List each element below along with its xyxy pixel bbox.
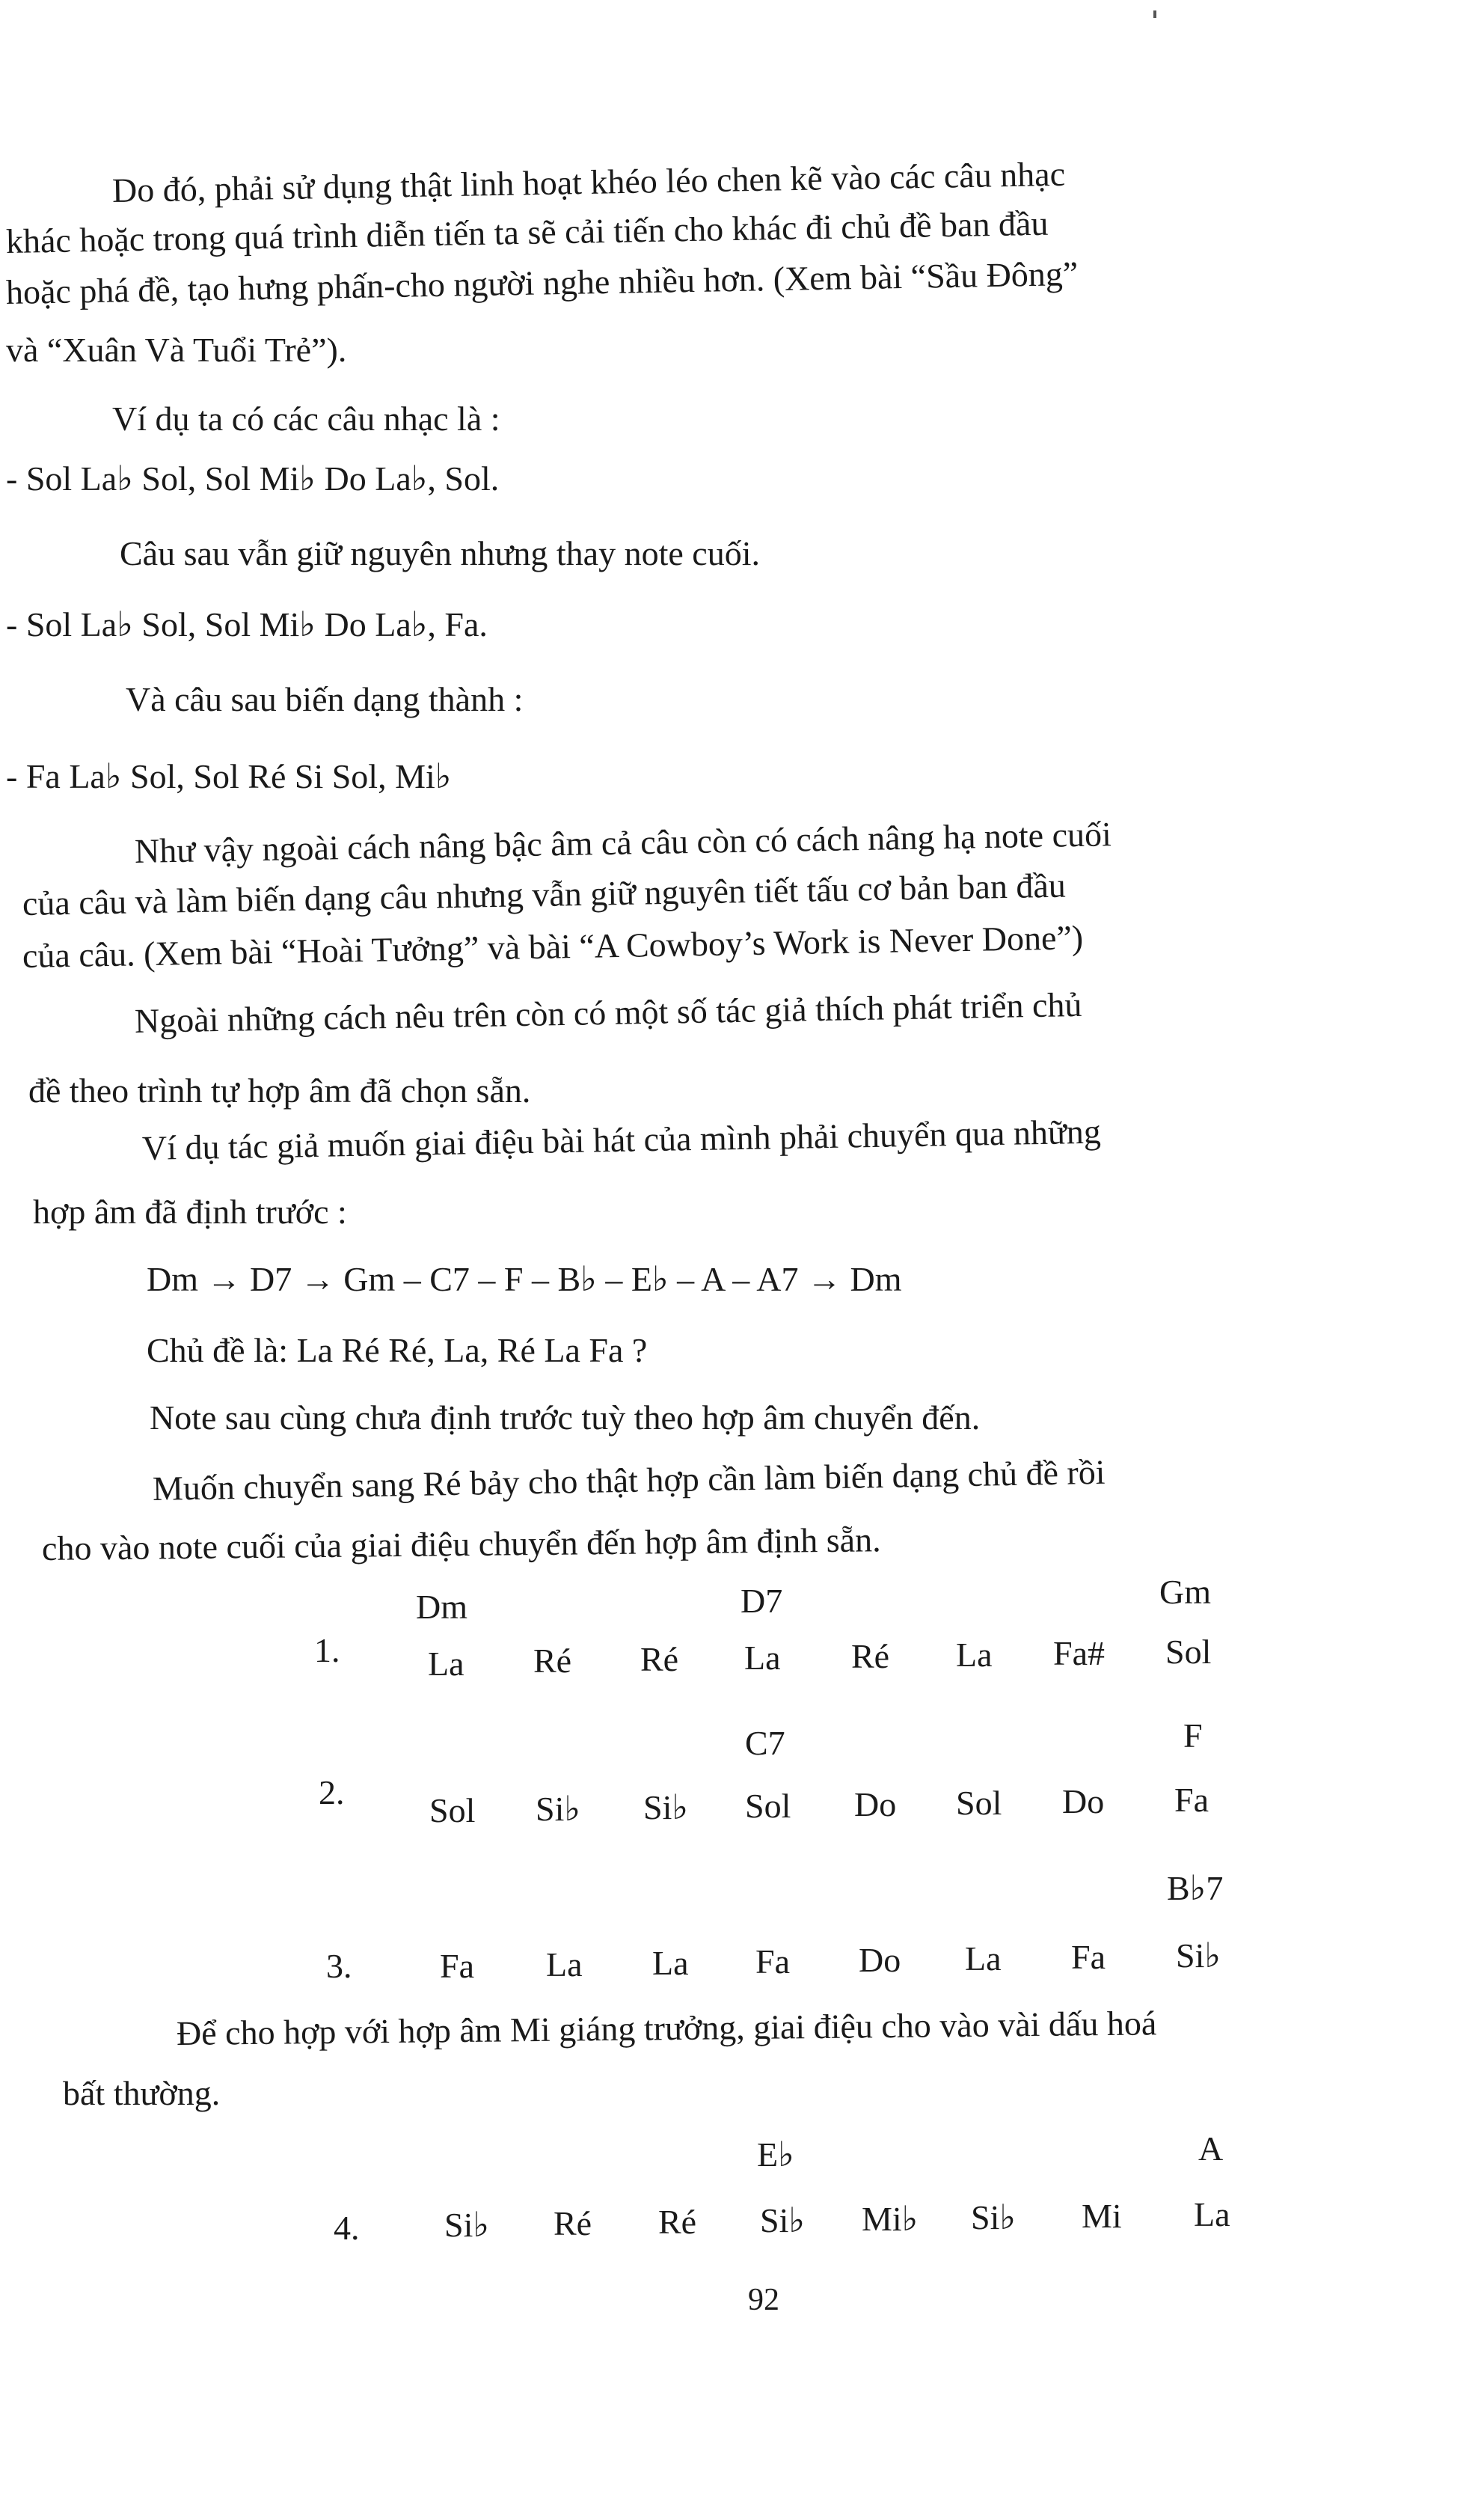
row-4-note: Si♭	[444, 2206, 490, 2244]
row-4-number: 4.	[334, 2209, 360, 2247]
example-phrase-1: - Sol La♭ Sol, Sol Mi♭ Do La♭, Sol.	[6, 459, 500, 498]
paragraph-7-line-1: Ví dụ tác giả muốn giai điệu bài hát của mình phải chuyển qua những	[141, 1112, 1102, 1167]
row-3-note: La	[965, 1939, 1002, 1978]
row-1-chord-dm: Dm	[416, 1588, 467, 1626]
row-4-note: Ré	[554, 2204, 592, 2242]
paragraph-1-line-1: Do đó, phải sử dụng thật linh hoạt khéo léo chen kẽ vào các câu nhạc	[111, 154, 1066, 210]
row-2-note: Sol	[429, 1791, 476, 1829]
paragraph-8: Chủ đề là: La Ré Ré, La, Ré La Fa ?	[147, 1331, 648, 1369]
row-4-chord-a: A	[1198, 2129, 1224, 2168]
row-3-note: Fa	[440, 1947, 474, 1985]
page-number: 92	[748, 2283, 779, 2317]
row-2-number: 2.	[319, 1773, 345, 1811]
paragraph-1-line-4: và “Xuân Và Tuổi Trẻ”).	[6, 331, 347, 369]
row-3-note: Fa	[1071, 1938, 1106, 1976]
row-2-chord-c7: C7	[745, 1724, 785, 1762]
row-2-note: Sol	[956, 1784, 1002, 1822]
paragraph-5-line-2: của câu và làm biến dạng câu nhưng vẫn giữ nguyên tiết tấu cơ bản ban đầu	[22, 866, 1067, 923]
row-4-note: Si♭	[971, 2198, 1017, 2236]
row-3-number: 3.	[326, 1947, 352, 1985]
row-1-number: 1.	[314, 1631, 340, 1669]
paragraph-5-line-1: Như vậy ngoài cách nâng bậc âm cả câu còn có cách nâng hạ note cuối	[134, 815, 1112, 870]
row-4-note: La	[1194, 2195, 1230, 2233]
row-1-note: Fa#	[1053, 1634, 1105, 1672]
paragraph-11-line-1: Để cho hợp với hợp âm Mi giáng trưởng, giai điệu cho vào vài dấu hoá	[176, 2004, 1157, 2052]
paragraph-9: Note sau cùng chưa định trước tuỳ theo hợp âm chuyển đến.	[150, 1398, 981, 1437]
row-3-note: La	[546, 1945, 583, 1984]
row-4-note: Ré	[658, 2203, 697, 2241]
row-4-note: Mi	[1082, 2197, 1122, 2235]
row-3-note: Do	[859, 1941, 901, 1979]
row-1-note: Ré	[640, 1640, 679, 1678]
row-2-note: Si♭	[643, 1788, 689, 1826]
example-phrase-3: - Fa La♭ Sol, Sol Ré Si Sol, Mi♭	[6, 757, 452, 795]
scan-speck	[1153, 10, 1156, 18]
row-4-chord-eb: E♭	[757, 2135, 794, 2174]
row-3-note: La	[652, 1944, 689, 1982]
paragraph-11-line-2: bất thường.	[63, 2074, 221, 2112]
paragraph-10-line-2: cho vào note cuối của giai điệu chuyển đến hợp âm định sẵn.	[41, 1520, 881, 1568]
paragraph-4: Và câu sau biến dạng thành :	[126, 680, 524, 718]
row-1-note: Ré	[533, 1642, 572, 1680]
row-1-chord-d7: D7	[741, 1582, 783, 1620]
paragraph-5-line-3: của câu. (Xem bài “Hoài Tưởng” và bài “A Cowboy’s Work is Never Done”)	[22, 918, 1084, 975]
paragraph-6-line-2: đề theo trình tự hợp âm đã chọn sẵn.	[28, 1071, 531, 1110]
paragraph-10-line-1: Muốn chuyển sang Ré bảy cho thật hợp cần làm biến dạng chủ đề rồi	[152, 1452, 1106, 1508]
paragraph-6-line-1: Ngoài những cách nêu trên còn có một số tác giả thích phát triển chủ	[134, 985, 1082, 1040]
row-1-chord-gm: Gm	[1159, 1573, 1211, 1611]
paragraph-3: Câu sau vẫn giữ nguyên nhưng thay note cuối.	[120, 534, 760, 572]
row-4-note: Si♭	[760, 2201, 806, 2239]
row-1-note: La	[744, 1639, 781, 1677]
row-2-note: Do	[1062, 1782, 1105, 1820]
paragraph-1-line-3: hoặc phá đề, tạo hưng phấn-cho người nghe nhiều hơn. (Xem bài “Sầu Đông”	[5, 254, 1079, 311]
chord-progression: Dm → D7 → Gm – C7 – F – B♭ – E♭ – A – A7 → Dm	[147, 1260, 902, 1298]
paragraph-2: Ví dụ ta có các câu nhạc là :	[112, 400, 500, 438]
row-1-note: La	[428, 1645, 464, 1683]
row-4-note: Mi♭	[862, 2200, 919, 2238]
paragraph-7-line-2: hợp âm đã định trước :	[33, 1193, 347, 1231]
row-2-note: Si♭	[536, 1790, 581, 1828]
row-3-note: Si♭	[1176, 1936, 1221, 1975]
row-2-note: Fa	[1174, 1781, 1209, 1819]
row-1-note: Ré	[851, 1637, 890, 1675]
row-2-note: Do	[854, 1785, 897, 1823]
paragraph-1-line-2: khác hoặc trong quá trình diễn tiến ta sẽ cải tiến cho khác đi chủ đề ban đầu	[5, 204, 1049, 260]
row-2-note: Sol	[745, 1787, 791, 1825]
example-phrase-2: - Sol La♭ Sol, Sol Mi♭ Do La♭, Fa.	[6, 605, 488, 643]
row-3-chord-bb7: B♭7	[1167, 1869, 1224, 1907]
row-1-note: Sol	[1165, 1633, 1212, 1671]
row-3-note: Fa	[755, 1942, 790, 1981]
row-1-note: La	[956, 1636, 993, 1674]
row-2-chord-f: F	[1183, 1716, 1203, 1755]
